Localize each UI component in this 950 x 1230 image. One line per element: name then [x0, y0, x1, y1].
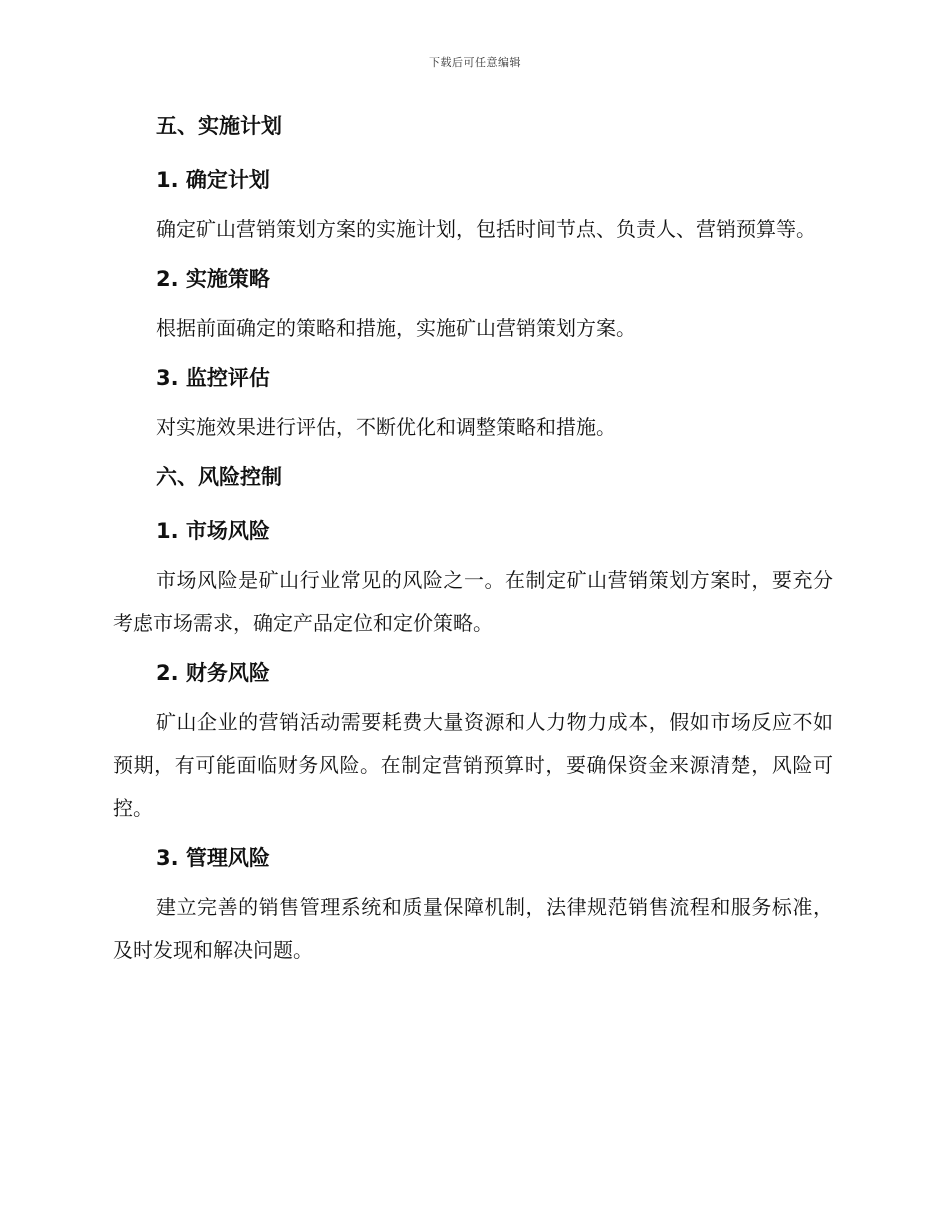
paragraph-financial-risk: 矿山企业的营销活动需要耗费大量资源和人力物力成本，假如市场反应不如预期，有可能面临财务风险。在制定营销预算时，要确保资金来源清楚，风险可控。	[113, 710, 833, 820]
page-header: 下载后可任意编辑	[429, 56, 521, 69]
paragraph-monitoring-evaluation: 对实施效果进行评估，不断优化和调整策略和措施。	[156, 415, 616, 439]
section-heading-risk-control: 六、风险控制	[156, 465, 282, 489]
paragraph-determine-plan: 确定矿山营销策划方案的实施计划，包括时间节点、负责人、营销预算等。	[156, 217, 816, 241]
subheading-management-risk: 3. 管理风险	[156, 846, 270, 870]
paragraph-implementation-strategy: 根据前面确定的策略和措施，实施矿山营销策划方案。	[156, 316, 636, 340]
subheading-implementation-strategy: 2. 实施策略	[156, 267, 270, 291]
document-body	[113, 110, 833, 972]
subheading-financial-risk: 2. 财务风险	[156, 661, 270, 685]
paragraph-market-risk: 市场风险是矿山行业常见的风险之一。在制定矿山营销策划方案时，要充分考虑市场需求，确定产品定位和定价策略。	[113, 568, 833, 635]
subheading-market-risk: 1. 市场风险	[156, 519, 270, 543]
paragraph-management-risk: 建立完善的销售管理系统和质量保障机制，法律规范销售流程和服务标准，及时发现和解决问题。	[113, 895, 833, 962]
subheading-monitoring-evaluation: 3. 监控评估	[156, 366, 270, 390]
section-heading-implementation-plan: 五、实施计划	[156, 114, 282, 138]
subheading-determine-plan: 1. 确定计划	[156, 168, 270, 192]
